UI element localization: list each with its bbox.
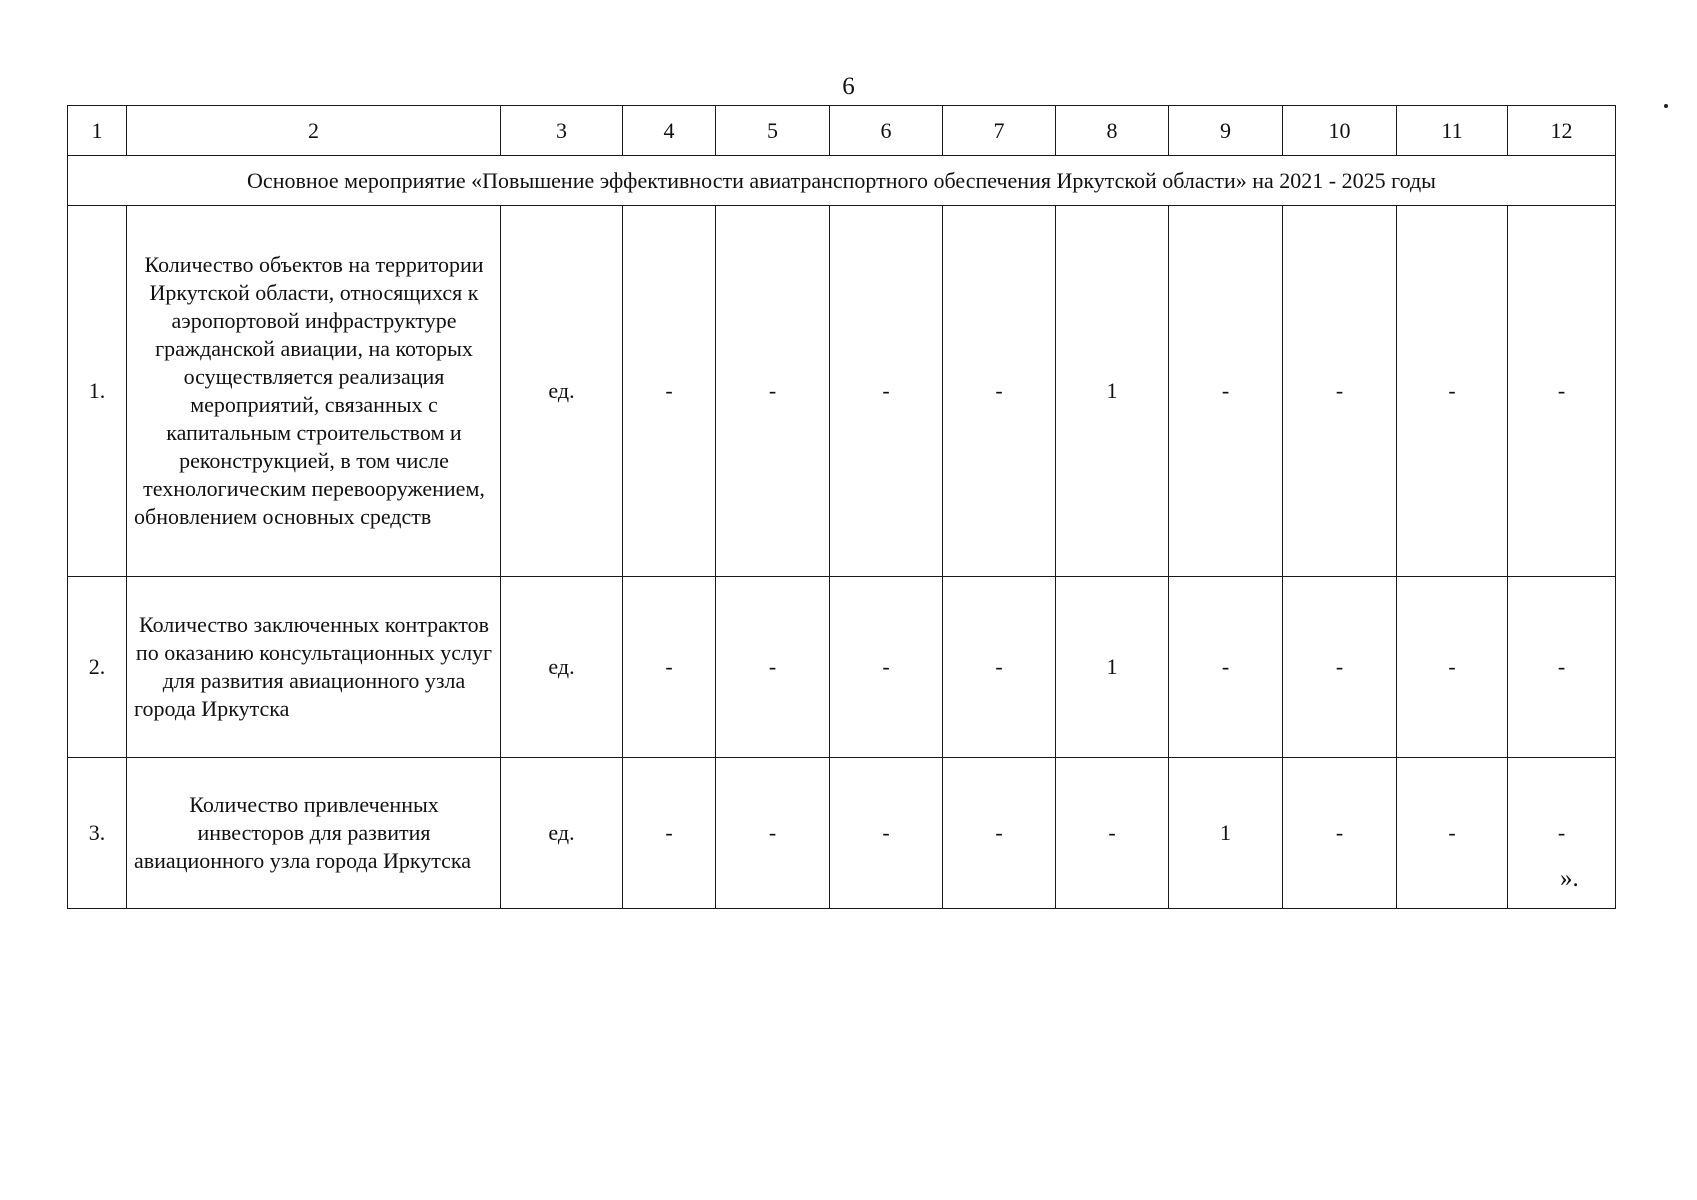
unit-cell: ед. (501, 577, 623, 758)
section-row (68, 156, 1616, 206)
indicators-table (67, 105, 1616, 909)
indicator-description: Количество объектов на территории Иркутской области, относящихся к аэропортовой инфраструктуре гражданской авиации, на которых осуществляется реализация мероприятий, связанных с капитальным строительством и реконструкцией, в том числе технологическим перевооружением, обновлением основных средств (127, 206, 501, 577)
value-cell: - (943, 758, 1056, 909)
value-cell: - (1397, 577, 1508, 758)
value-cell: - (716, 206, 830, 577)
column-number: 2 (127, 106, 501, 156)
value-cell: - (623, 758, 716, 909)
row-number: 3. (68, 758, 127, 909)
value-cell: - (1169, 206, 1283, 577)
value-cell: 1 (1056, 206, 1169, 577)
value-cell: - (1397, 206, 1508, 577)
column-number: 5 (716, 106, 830, 156)
row-number: 2. (68, 577, 127, 758)
closing-quote-mark: ». (1560, 865, 1579, 892)
column-number: 7 (943, 106, 1056, 156)
value-cell: - (716, 758, 830, 909)
column-number: 12 (1508, 106, 1616, 156)
unit-cell: ед. (501, 206, 623, 577)
table-row (68, 206, 1616, 577)
value-cell: - (1508, 206, 1616, 577)
value-cell: - (1283, 577, 1397, 758)
value-cell: - (1283, 758, 1397, 909)
table-row (68, 577, 1616, 758)
value-cell: - (1169, 577, 1283, 758)
unit-cell: ед. (501, 758, 623, 909)
column-number: 4 (623, 106, 716, 156)
value-cell: - (623, 577, 716, 758)
value-cell: - (830, 206, 943, 577)
column-number: 1 (68, 106, 127, 156)
value-cell: - (1283, 206, 1397, 577)
value-cell: - (1508, 758, 1616, 909)
indicator-description: Количество привлеченных инвесторов для развития авиационного узла города Иркутска (127, 758, 501, 909)
value-cell: - (943, 577, 1056, 758)
value-cell: - (1056, 758, 1169, 909)
value-cell: - (830, 758, 943, 909)
value-cell: - (716, 577, 830, 758)
column-number: 11 (1397, 106, 1508, 156)
value-cell: 1 (1056, 577, 1169, 758)
column-number: 9 (1169, 106, 1283, 156)
column-number: 10 (1283, 106, 1397, 156)
column-number: 6 (830, 106, 943, 156)
page-number: 6 (842, 73, 855, 100)
value-cell: - (1508, 577, 1616, 758)
value-cell: - (943, 206, 1056, 577)
indicator-description: Количество заключенных контрактов по оказанию консультационных услуг для развития авиационного узла города Иркутска (127, 577, 501, 758)
value-cell: 1 (1169, 758, 1283, 909)
table-row (68, 758, 1616, 909)
column-number: 3 (501, 106, 623, 156)
scan-dot (1664, 104, 1668, 108)
value-cell: - (1397, 758, 1508, 909)
value-cell: - (623, 206, 716, 577)
column-number-row (68, 106, 1616, 156)
row-number: 1. (68, 206, 127, 577)
section-title: Основное мероприятие «Повышение эффективности авиатранспортного обеспечения Иркутской области» на 2021 - 2025 годы (68, 156, 1616, 206)
column-number: 8 (1056, 106, 1169, 156)
value-cell: - (830, 577, 943, 758)
